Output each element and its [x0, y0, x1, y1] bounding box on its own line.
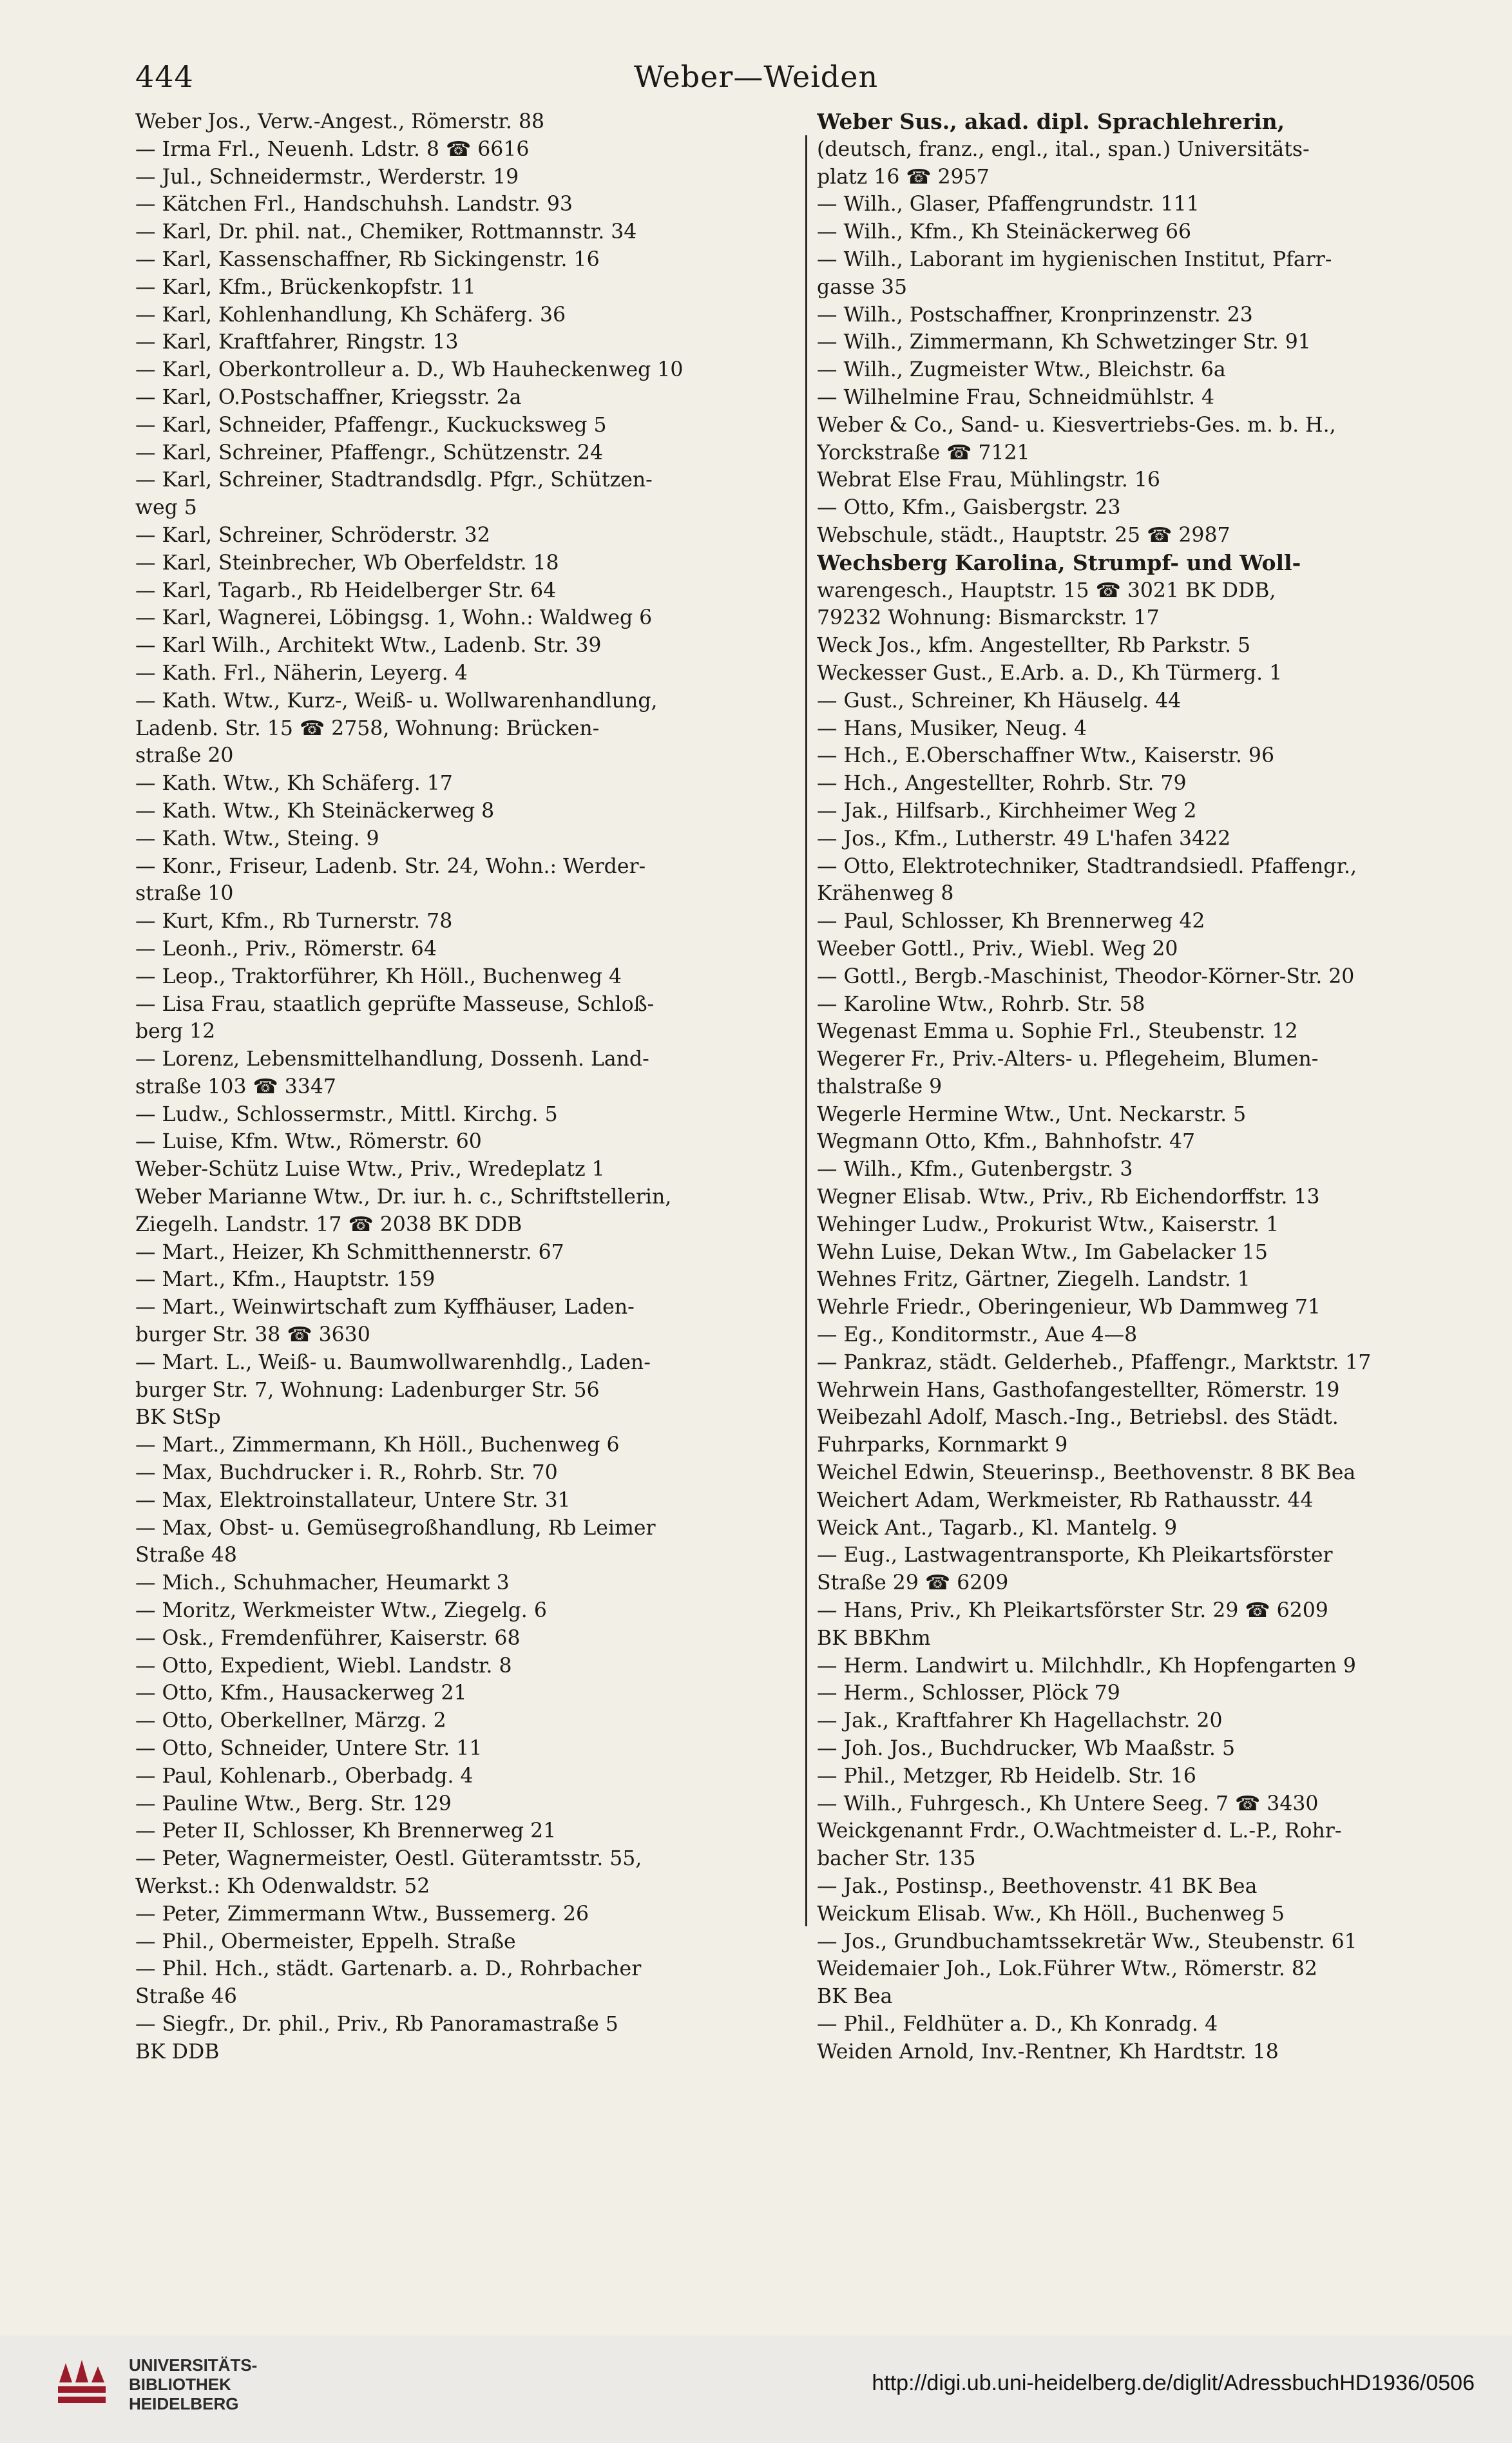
directory-entry: — Mart., Kfm., Hauptstr. 159: [135, 1268, 435, 1292]
page-number: 444: [135, 59, 194, 94]
directory-entry: Wehnes Fritz, Gärtner, Ziegelh. Landstr. 1: [817, 1268, 1250, 1292]
directory-entry: — Kath. Wtw., Kh Schäferg. 17: [135, 772, 453, 796]
directory-entry: — Karoline Wtw., Rohrb. Str. 58: [817, 992, 1145, 1016]
directory-entry: Webschule, städt., Hauptstr. 25 ☎ 2987: [817, 523, 1230, 547]
directory-entry: BK DDB: [135, 2040, 220, 2064]
directory-entry: — Peter, Wagnermeister, Oestl. Güteramtsstr. 55,: [135, 1847, 642, 1871]
directory-entry: — Pankraz, städt. Gelderheb., Pfaffengr., Marktstr. 17: [817, 1350, 1372, 1374]
directory-entry: — Kath. Frl., Näherin, Leyerg. 4: [135, 661, 468, 685]
directory-entry: — Mich., Schuhmacher, Heumarkt 3: [135, 1571, 510, 1595]
directory-entry: — Kurt, Kfm., Rb Turnerstr. 78: [135, 910, 453, 934]
directory-entry: BK StSp: [135, 1406, 221, 1430]
directory-entry: — Phil., Feldhüter a. D., Kh Konradg. 4: [817, 2012, 1218, 2036]
right-column: [817, 108, 1487, 2066]
directory-entry: — Hch., Angestellter, Rohrb. Str. 79: [817, 772, 1187, 796]
directory-entry: — Jul., Schneidermstr., Werderstr. 19: [135, 165, 519, 189]
directory-entry: bacher Str. 135: [817, 1847, 976, 1871]
directory-entry: — Kath. Wtw., Kurz-, Weiß- u. Wollwarenhandlung,: [135, 689, 658, 713]
directory-entry: Weber Marianne Wtw., Dr. iur. h. c., Schriftstellerin,: [135, 1185, 672, 1209]
directory-entry: Wehrle Friedr., Oberingenieur, Wb Dammweg 71: [817, 1296, 1321, 1319]
directory-entry: — Kath. Wtw., Steing. 9: [135, 827, 379, 850]
directory-entry: — Gust., Schreiner, Kh Häuselg. 44: [817, 689, 1182, 713]
directory-entry: straße 103 ☎ 3347: [135, 1075, 336, 1098]
directory-entry: — Osk., Fremdenführer, Kaiserstr. 68: [135, 1626, 521, 1650]
directory-entry: Weber & Co., Sand- u. Kiesvertriebs-Ges. m. b. H.,: [817, 413, 1336, 437]
directory-entry: BK BBKhm: [817, 1626, 931, 1650]
directory-entry: — Mart., Weinwirtschaft zum Kyffhäuser, Laden-: [135, 1296, 635, 1319]
directory-entry: Wegerle Hermine Wtw., Unt. Neckarstr. 5: [817, 1102, 1247, 1126]
directory-entry: — Leop., Traktorführer, Kh Höll., Buchenweg 4: [135, 964, 622, 988]
library-name: UNIVERSITÄTS- BIBLIOTHEK HEIDELBERG: [129, 2355, 258, 2413]
directory-entry: — Karl, Schreiner, Schröderstr. 32: [135, 523, 490, 547]
directory-entry: — Max, Buchdrucker i. R., Rohrb. Str. 70: [135, 1461, 558, 1485]
directory-entry: — Karl, O.Postschaffner, Kriegsstr. 2a: [135, 385, 522, 409]
directory-entry: Wegmann Otto, Kfm., Bahnhofstr. 47: [817, 1130, 1196, 1154]
directory-entry: — Phil., Metzger, Rb Heidelb. Str. 16: [817, 1764, 1196, 1788]
directory-entry: — Karl, Kfm., Brückenkopfstr. 11: [135, 275, 476, 299]
directory-entry: Werkst.: Kh Odenwaldstr. 52: [135, 1875, 430, 1898]
directory-entry: — Otto, Oberkellner, Märzg. 2: [135, 1709, 446, 1733]
directory-entry: — Wilh., Fuhrgesch., Kh Untere Seeg. 7 ☎ 3430: [817, 1792, 1319, 1815]
directory-entry: — Peter, Zimmermann Wtw., Bussemerg. 26: [135, 1902, 589, 1926]
directory-entry: — Wilh., Glaser, Pfaffengrundstr. 111: [817, 193, 1200, 216]
directory-entry: platz 16 ☎ 2957: [817, 165, 990, 189]
directory-entry: Weber-Schütz Luise Wtw., Priv., Wredeplatz 1: [135, 1158, 605, 1182]
directory-entry: Wegenast Emma u. Sophie Frl., Steubenstr. 12: [817, 1020, 1298, 1044]
directory-entry: — Hans, Priv., Kh Pleikartsförster Str. 29 ☎ 6209: [817, 1599, 1328, 1623]
directory-entry: — Kath. Wtw., Kh Steinäckerweg 8: [135, 799, 495, 823]
directory-entry: — Karl, Kraftfahrer, Ringstr. 13: [135, 331, 459, 354]
directory-entry: — Karl Wilh., Architekt Wtw., Ladenb. Str. 39: [135, 634, 602, 658]
directory-entry: Wehn Luise, Dekan Wtw., Im Gabelacker 15: [817, 1240, 1268, 1264]
directory-entry: berg 12: [135, 1020, 216, 1044]
directory-entry: — Herm. Landwirt u. Milchhdlr., Kh Hopfengarten 9: [817, 1654, 1356, 1678]
directory-entry: — Wilh., Laborant im hygienischen Institut, Pfarr-: [817, 247, 1332, 271]
directory-entry: — Otto, Schneider, Untere Str. 11: [135, 1737, 483, 1761]
directory-entry: — Hch., E.Oberschaffner Wtw., Kaiserstr. 96: [817, 744, 1274, 768]
directory-entry: — Irma Frl., Neuenh. Ldstr. 8 ☎ 6616: [135, 137, 530, 161]
directory-entry: — Phil., Obermeister, Eppelh. Straße: [135, 1930, 516, 1953]
directory-entry: weg 5: [135, 496, 197, 520]
directory-entry: Weichert Adam, Werkmeister, Rb Rathausstr. 44: [817, 1488, 1314, 1512]
directory-entry: straße 20: [135, 744, 234, 768]
directory-entry: straße 10: [135, 882, 234, 906]
directory-entry: Straße 46: [135, 1985, 237, 2009]
directory-entry: — Eg., Konditormstr., Aue 4—8: [817, 1323, 1138, 1347]
directory-entry: — Peter II, Schlosser, Kh Brennerweg 21: [135, 1819, 557, 1843]
directory-entry: — Phil. Hch., städt. Gartenarb. a. D., Rohrbacher: [135, 1957, 642, 1981]
directory-entry: — Wilh., Postschaffner, Kronprinzenstr. 23: [817, 303, 1253, 327]
directory-entry: — Lisa Frau, staatlich geprüfte Masseuse, Schloß-: [135, 992, 655, 1016]
directory-entry: — Eug., Lastwagentransporte, Kh Pleikartsförster: [817, 1544, 1333, 1567]
source-url[interactable]: http://digi.ub.uni-heidelberg.de/diglit/AdressbuchHD1936/0506: [872, 2371, 1475, 2395]
directory-entry: Ziegelh. Landstr. 17 ☎ 2038 BK DDB: [135, 1212, 522, 1236]
directory-entry: — Wilh., Kfm., Kh Steinäckerweg 66: [817, 220, 1192, 244]
directory-entry: gasse 35: [817, 275, 908, 299]
directory-entry: — Jos., Grundbuchamtssekretär Ww., Steubenstr. 61: [817, 1930, 1357, 1953]
directory-entry: Weickgenannt Frdr., O.Wachtmeister d. L.-P., Rohr-: [817, 1819, 1342, 1843]
directory-entry: BK Bea: [817, 1985, 893, 2009]
directory-entry: Wegerer Fr., Priv.-Alters- u. Pflegeheim, Blumen-: [817, 1048, 1319, 1071]
directory-entry: — Lorenz, Lebensmittelhandlung, Dossenh. Land-: [135, 1048, 649, 1071]
directory-entry: — Moritz, Werkmeister Wtw., Ziegelg. 6: [135, 1599, 547, 1623]
column-divider: [805, 135, 807, 1926]
directory-entry: Weidemaier Joh., Lok.Führer Wtw., Römerstr. 82: [817, 1957, 1317, 1981]
directory-entry: — Karl, Schneider, Pfaffengr., Kuckucksweg 5: [135, 413, 607, 437]
directory-entry: — Karl, Tagarb., Rb Heidelberger Str. 64: [135, 579, 557, 602]
directory-entry: Fuhrparks, Kornmarkt 9: [817, 1433, 1068, 1457]
directory-entry: Weck Jos., kfm. Angestellter, Rb Parkstr. 5: [817, 634, 1251, 658]
directory-entry: Wegner Elisab. Wtw., Priv., Rb Eichendorffstr. 13: [817, 1185, 1320, 1209]
directory-entry: — Hans, Musiker, Neug. 4: [817, 716, 1087, 740]
directory-entry: — Otto, Elektrotechniker, Stadtrandsiedl. Pfaffengr.,: [817, 854, 1357, 878]
directory-entry: — Mart., Heizer, Kh Schmitthennerstr. 67: [135, 1240, 564, 1264]
directory-entry: Weick Ant., Tagarb., Kl. Mantelg. 9: [817, 1516, 1178, 1540]
directory-entry: Wechsberg Karolina, Strumpf- und Woll-: [817, 550, 1301, 575]
directory-entry: Straße 29 ☎ 6209: [817, 1571, 1009, 1595]
directory-entry: — Karl, Steinbrecher, Wb Oberfeldstr. 18: [135, 551, 559, 575]
directory-entry: — Pauline Wtw., Berg. Str. 129: [135, 1792, 452, 1815]
directory-entry: — Jak., Postinsp., Beethovenstr. 41 BK Bea: [817, 1875, 1258, 1898]
left-column: [135, 108, 792, 2066]
directory-entry: (deutsch, franz., engl., ital., span.) Universitäts-: [817, 137, 1310, 161]
directory-entry: — Jak., Kraftfahrer Kh Hagellachstr. 20: [817, 1709, 1223, 1733]
directory-entry: — Konr., Friseur, Ladenb. Str. 24, Wohn.: Werder-: [135, 854, 646, 878]
directory-entry: — Otto, Expedient, Wiebl. Landstr. 8: [135, 1654, 512, 1678]
directory-entry: — Max, Elektroinstallateur, Untere Str. 31: [135, 1488, 571, 1512]
directory-entry: — Wilhelmine Frau, Schneidmühlstr. 4: [817, 385, 1215, 409]
directory-entry: — Max, Obst- u. Gemüsegroßhandlung, Rb Leimer: [135, 1516, 656, 1540]
directory-entry: — Otto, Kfm., Hausackerweg 21: [135, 1681, 467, 1705]
directory-entry: — Otto, Kfm., Gaisbergstr. 23: [817, 496, 1121, 520]
directory-entry: — Joh. Jos., Buchdrucker, Wb Maaßstr. 5: [817, 1737, 1235, 1761]
directory-entry: Wehrwein Hans, Gasthofangestellter, Römerstr. 19: [817, 1378, 1340, 1402]
directory-entry: Weeber Gottl., Priv., Wiebl. Weg 20: [817, 937, 1178, 961]
directory-entry: Weber Sus., akad. dipl. Sprachlehrerin,: [817, 109, 1285, 134]
running-head: Weber—Weiden: [633, 59, 879, 94]
directory-entry: — Karl, Kohlenhandlung, Kh Schäferg. 36: [135, 303, 566, 327]
directory-entry: Straße 48: [135, 1544, 237, 1567]
directory-entry: Ladenb. Str. 15 ☎ 2758, Wohnung: Brücken-: [135, 716, 600, 740]
directory-entry: burger Str. 7, Wohnung: Ladenburger Str. 56: [135, 1378, 600, 1402]
directory-entry: — Karl, Wagnerei, Löbingsg. 1, Wohn.: Waldweg 6: [135, 606, 653, 630]
directory-entry: — Wilh., Kfm., Gutenbergstr. 3: [817, 1158, 1133, 1182]
directory-entry: — Wilh., Zugmeister Wtw., Bleichstr. 6a: [817, 358, 1226, 382]
directory-entry: Weckesser Gust., E.Arb. a. D., Kh Türmerg. 1: [817, 661, 1283, 685]
directory-entry: Weichel Edwin, Steuerinsp., Beethovenstr. 8 BK Bea: [817, 1461, 1356, 1485]
directory-entry: — Jak., Hilfsarb., Kirchheimer Weg 2: [817, 799, 1197, 823]
directory-entry: Krähenweg 8: [817, 882, 954, 906]
directory-entry: Weibezahl Adolf, Masch.-Ing., Betriebsl. des Städt.: [817, 1406, 1339, 1430]
directory-entry: Weiden Arnold, Inv.-Rentner, Kh Hardtstr. 18: [817, 2040, 1279, 2064]
directory-entry: — Karl, Kassenschaffner, Rb Sickingenstr. 16: [135, 247, 600, 271]
directory-entry: — Jos., Kfm., Lutherstr. 49 L'hafen 3422: [817, 827, 1231, 850]
directory-entry: burger Str. 38 ☎ 3630: [135, 1323, 370, 1347]
directory-entry: — Siegfr., Dr. phil., Priv., Rb Panoramastraße 5: [135, 2012, 618, 2036]
directory-entry: warengesch., Hauptstr. 15 ☎ 3021 BK DDB,: [817, 579, 1276, 602]
directory-entry: — Leonh., Priv., Römerstr. 64: [135, 937, 437, 961]
directory-entry: 79232 Wohnung: Bismarckstr. 17: [817, 606, 1160, 630]
directory-entry: — Karl, Dr. phil. nat., Chemiker, Rottmannstr. 34: [135, 220, 637, 244]
directory-entry: — Paul, Kohlenarb., Oberbadg. 4: [135, 1764, 474, 1788]
directory-entry: — Ludw., Schlossermstr., Mittl. Kirchg. 5: [135, 1102, 558, 1126]
directory-entry: — Wilh., Zimmermann, Kh Schwetzinger Str. 91: [817, 331, 1311, 354]
directory-entry: Weickum Elisab. Ww., Kh Höll., Buchenweg 5: [817, 1902, 1285, 1926]
library-logo-icon: [46, 2350, 117, 2421]
directory-entry: Yorckstraße ☎ 7121: [817, 441, 1030, 465]
directory-entry: — Mart., Zimmermann, Kh Höll., Buchenweg 6: [135, 1433, 620, 1457]
directory-entry: — Karl, Schreiner, Pfaffengr., Schützenstr. 24: [135, 441, 604, 465]
directory-entry: — Herm., Schlosser, Plöck 79: [817, 1681, 1120, 1705]
directory-entry: thalstraße 9: [817, 1075, 943, 1098]
directory-entry: Weber Jos., Verw.-Angest., Römerstr. 88: [135, 110, 545, 133]
directory-entry: — Kätchen Frl., Handschuhsh. Landstr. 93: [135, 193, 573, 216]
directory-entry: — Luise, Kfm. Wtw., Römerstr. 60: [135, 1130, 482, 1154]
directory-entry: — Gottl., Bergb.-Maschinist, Theodor-Körner-Str. 20: [817, 964, 1355, 988]
directory-entry: — Karl, Oberkontrolleur a. D., Wb Hauheckenweg 10: [135, 358, 684, 382]
directory-entry: — Paul, Schlosser, Kh Brennerweg 42: [817, 910, 1205, 934]
directory-entry: Wehinger Ludw., Prokurist Wtw., Kaiserstr. 1: [817, 1212, 1279, 1236]
directory-entry: — Karl, Schreiner, Stadtrandsdlg. Pfgr., Schützen-: [135, 468, 653, 492]
directory-entry: — Mart. L., Weiß- u. Baumwollwarenhdlg., Laden-: [135, 1350, 651, 1374]
directory-entry: Webrat Else Frau, Mühlingstr. 16: [817, 468, 1160, 492]
